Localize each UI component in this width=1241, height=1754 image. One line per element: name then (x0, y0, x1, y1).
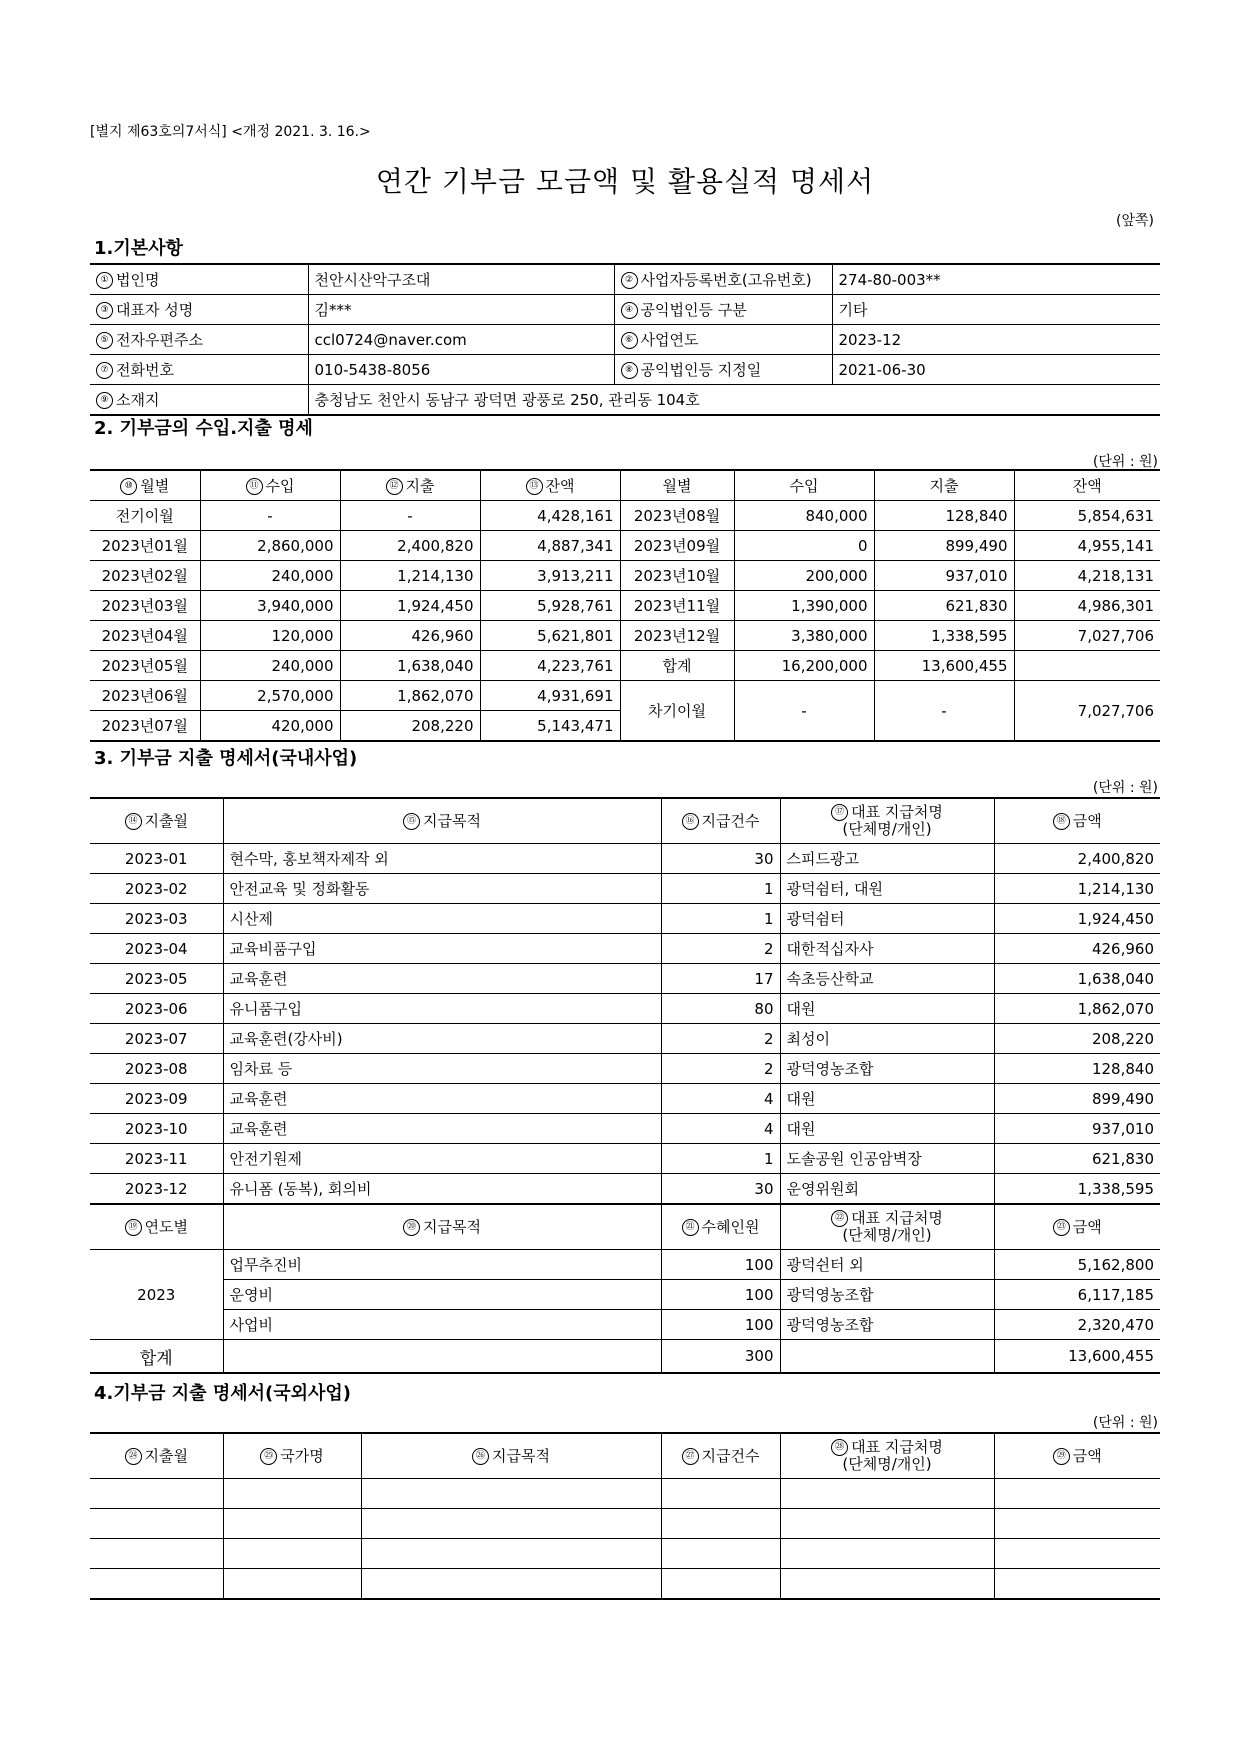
payee-cell: 광덕영농조합 (780, 1054, 994, 1084)
section-title-overseas: 4.기부금 지출 명세서(국외사업) (94, 1383, 352, 1404)
circle-number: ㉖ (472, 1448, 489, 1465)
header-amount-2: 금액 (1072, 1217, 1102, 1236)
table-row (90, 1310, 1160, 1340)
circle-number: ③ (96, 302, 113, 319)
expense-month-cell: 2023-11 (90, 1144, 223, 1174)
payee-cell: 대한적십자사 (780, 934, 994, 964)
table-row (90, 591, 1160, 621)
month-cell: 2023년03월 (90, 591, 200, 621)
circle-number: ⑦ (96, 362, 113, 379)
month-cell: 2023년01월 (90, 531, 200, 561)
header-payee-2: 대표 지급처명 (851, 1209, 943, 1227)
beneficiaries-cell: 100 (661, 1310, 780, 1340)
table-row (90, 531, 1160, 561)
section-title-basic: 1.기본사항 (94, 238, 183, 259)
count-cell: 2 (661, 934, 780, 964)
payee-cell: 광덕영농조합 (780, 1280, 994, 1310)
circle-number: ④ (621, 302, 638, 319)
beneficiaries-cell: 100 (661, 1280, 780, 1310)
basic-info-row (90, 295, 1160, 325)
field-value: 김*** (308, 295, 614, 325)
purpose-cell: 시산제 (223, 904, 661, 934)
table-row (90, 1144, 1160, 1174)
count-cell: 30 (661, 844, 780, 874)
circle-number: ⑳ (403, 1219, 420, 1236)
field-label: 전화번호 (116, 361, 174, 379)
amount-cell: 5,162,800 (994, 1250, 1160, 1280)
field-value: 2021-06-30 (832, 355, 1160, 385)
table-row (90, 1280, 1160, 1310)
form-number: [별지 제63호의7서식] <개정 2021. 3. 16.> (90, 124, 371, 140)
table-row (90, 1250, 1160, 1280)
circle-number: ㉔ (125, 1448, 142, 1465)
amount-cell: 899,490 (994, 1084, 1160, 1114)
purpose-cell: 사업비 (223, 1310, 661, 1340)
expense-month-cell: 2023-01 (90, 844, 223, 874)
header-amount: 금액 (1072, 1446, 1102, 1465)
month-cell: 2023년05월 (90, 651, 200, 681)
carry-over-expense: - (874, 681, 1014, 742)
circle-number: ㉘ (831, 1439, 848, 1456)
header-amount: 금액 (1072, 811, 1102, 830)
payee-cell: 대원 (780, 1084, 994, 1114)
income-cell: 2,570,000 (200, 681, 340, 711)
overseas-expense-section (90, 1380, 1160, 1600)
amount-cell: 2,320,470 (994, 1310, 1160, 1340)
expense-cell: 1,338,595 (874, 621, 1014, 651)
circle-number: ⑥ (621, 332, 638, 349)
balance-cell: 4,986,301 (1014, 591, 1160, 621)
header-payee-sub-2: (단체명/개인) (842, 1226, 932, 1244)
table-row (90, 621, 1160, 651)
field-label: 공익법인등 지정일 (640, 361, 762, 379)
circle-number: ⑱ (1053, 813, 1070, 830)
circle-number: ⑬ (526, 478, 543, 495)
header-payee-sub: (단체명/개인) (842, 1455, 932, 1473)
purpose-cell: 교육비품구입 (223, 934, 661, 964)
payee-cell: 속초등산학교 (780, 964, 994, 994)
header-income-2: 수입 (734, 470, 874, 501)
count-cell: 1 (661, 1144, 780, 1174)
amount-cell: 937,010 (994, 1114, 1160, 1144)
payee-cell: 광덕쉼터 (780, 904, 994, 934)
total-label: 합계 (90, 1340, 223, 1374)
amount-cell: 1,638,040 (994, 964, 1160, 994)
circle-number: ㉑ (682, 1219, 699, 1236)
income-cell: 200,000 (734, 561, 874, 591)
month-cell: 2023년04월 (90, 621, 200, 651)
income-cell: 16,200,000 (734, 651, 874, 681)
payee-cell: 광덕쉰터 외 (780, 1250, 994, 1280)
field-value: 천안시산악구조대 (308, 264, 614, 295)
expense-cell: 128,840 (874, 501, 1014, 531)
header-country: 국가명 (280, 1446, 324, 1465)
purpose-cell: 임차료 등 (223, 1054, 661, 1084)
circle-number: ⑩ (120, 478, 137, 495)
count-cell: 80 (661, 994, 780, 1024)
amount-cell: 6,117,185 (994, 1280, 1160, 1310)
count-cell: 2 (661, 1024, 780, 1054)
table-row (90, 964, 1160, 994)
table-row (90, 994, 1160, 1024)
amount-cell: 128,840 (994, 1054, 1160, 1084)
purpose-cell: 유니품구입 (223, 994, 661, 1024)
unit-label: (단위 : 원) (1092, 1415, 1158, 1431)
header-balance-2: 잔액 (1014, 470, 1160, 501)
field-value: 010-5438-8056 (308, 355, 614, 385)
month-cell: 전기이월 (90, 501, 200, 531)
purpose-cell: 교육훈련 (223, 1084, 661, 1114)
circle-number: ⑭ (125, 813, 142, 830)
header-income: 수입 (265, 477, 295, 495)
page-title: 연간 기부금 모금액 및 활용실적 명세서 (375, 165, 875, 198)
table-row (90, 651, 1160, 681)
purpose-cell: 안전교육 및 정화활동 (223, 874, 661, 904)
header-expense-month: 지출월 (144, 811, 188, 830)
table-row (90, 1024, 1160, 1054)
month-cell: 2023년06월 (90, 681, 200, 711)
month-cell: 2023년12월 (620, 621, 734, 651)
section-title-income: 2. 기부금의 수입.지출 명세 (94, 418, 313, 439)
header-year: 연도별 (144, 1217, 188, 1236)
empty-row (90, 1509, 1160, 1539)
table-row (90, 1174, 1160, 1205)
month-cell: 2023년11월 (620, 591, 734, 621)
header-purpose: 지급목적 (423, 811, 481, 830)
income-cell: 3,940,000 (200, 591, 340, 621)
basic-info-row (90, 325, 1160, 355)
expense-month-cell: 2023-04 (90, 934, 223, 964)
expense-month-cell: 2023-09 (90, 1084, 223, 1114)
expense-month-cell: 2023-03 (90, 904, 223, 934)
income-expense-table (90, 469, 1160, 742)
balance-cell: 7,027,706 (1014, 621, 1160, 651)
header-beneficiaries: 수혜인원 (701, 1217, 760, 1236)
count-cell: 4 (661, 1084, 780, 1114)
unit-label: (단위 : 원) (1092, 454, 1158, 470)
payee-cell: 운영위원회 (780, 1174, 994, 1205)
balance-cell: 4,218,131 (1014, 561, 1160, 591)
month-cell: 2023년08월 (620, 501, 734, 531)
table-row (90, 904, 1160, 934)
month-cell: 2023년09월 (620, 531, 734, 561)
front-side-label: (앞쪽) (1116, 213, 1154, 229)
field-label: 소재지 (116, 391, 160, 409)
count-cell: 2 (661, 1054, 780, 1084)
carry-over-income: - (734, 681, 874, 742)
field-label: 전자우편주소 (116, 331, 203, 349)
income-cell: 120,000 (200, 621, 340, 651)
amount-cell: 2,400,820 (994, 844, 1160, 874)
balance-cell: 3,913,211 (480, 561, 620, 591)
purpose-cell: 현수막, 홍보책자제작 외 (223, 844, 661, 874)
purpose-cell: 유니폼 (동복), 회의비 (223, 1174, 661, 1205)
header-expense-month: 지출월 (144, 1446, 188, 1465)
domestic-expense-table (90, 797, 1160, 1374)
expense-cell: 1,638,040 (340, 651, 480, 681)
empty-row (90, 1539, 1160, 1569)
table-row (90, 874, 1160, 904)
payee-cell: 광덕영농조합 (780, 1310, 994, 1340)
expense-cell: 937,010 (874, 561, 1014, 591)
header-month: 월별 (140, 477, 170, 495)
income-cell: 240,000 (200, 561, 340, 591)
basic-info-table (90, 263, 1160, 416)
payee-cell: 도솔공원 인공암벽장 (780, 1144, 994, 1174)
income-cell: - (200, 501, 340, 531)
balance-cell: 4,955,141 (1014, 531, 1160, 561)
expense-cell: 13,600,455 (874, 651, 1014, 681)
header-month-2: 월별 (620, 470, 734, 501)
basic-info-row (90, 355, 1160, 385)
header-payee-sub: (단체명/개인) (842, 820, 932, 838)
section-title-domestic: 3. 기부금 지출 명세서(국내사업) (94, 748, 358, 769)
field-value: ccl0724@naver.com (308, 325, 614, 355)
table-row (90, 1084, 1160, 1114)
empty-row (90, 1569, 1160, 1600)
table-row (90, 561, 1160, 591)
field-label: 공익법인등 구분 (640, 301, 747, 319)
basic-info-section (90, 235, 1160, 416)
income-cell: 2,860,000 (200, 531, 340, 561)
circle-number: ㉗ (682, 1448, 699, 1465)
purpose-cell: 교육훈련(강사비) (223, 1024, 661, 1054)
month-cell: 2023년07월 (90, 711, 200, 742)
expense-cell: 621,830 (874, 591, 1014, 621)
basic-info-row (90, 264, 1160, 295)
expense-cell: 899,490 (874, 531, 1014, 561)
expense-cell: 1,862,070 (340, 681, 480, 711)
balance-cell: 4,887,341 (480, 531, 620, 561)
year-cell: 2023 (90, 1250, 223, 1340)
month-cell: 합계 (620, 651, 734, 681)
circle-number: ⑮ (403, 813, 420, 830)
income-cell: 420,000 (200, 711, 340, 742)
amount-cell: 426,960 (994, 934, 1160, 964)
balance-cell: 4,428,161 (480, 501, 620, 531)
header-purpose: 지급목적 (492, 1446, 550, 1465)
circle-number: ① (96, 272, 113, 289)
field-value: 기타 (832, 295, 1160, 325)
balance-cell: 4,223,761 (480, 651, 620, 681)
income-expense-section (90, 415, 1160, 742)
payee-cell: 광덕쉼터, 대원 (780, 874, 994, 904)
expense-cell: 1,214,130 (340, 561, 480, 591)
month-cell: 2023년02월 (90, 561, 200, 591)
basic-info-row (90, 385, 1160, 416)
header-expense-2: 지출 (874, 470, 1014, 501)
header-balance: 잔액 (545, 477, 575, 495)
balance-cell: 4,931,691 (480, 681, 620, 711)
circle-number: ㉒ (831, 1210, 848, 1227)
income-cell: 240,000 (200, 651, 340, 681)
income-cell: 3,380,000 (734, 621, 874, 651)
field-value: 2023-12 (832, 325, 1160, 355)
expense-cell: 2,400,820 (340, 531, 480, 561)
table-row (90, 934, 1160, 964)
address-value: 충청남도 천안시 동남구 광덕면 광풍로 250, 관리동 104호 (308, 385, 1160, 416)
field-label: 대표자 성명 (116, 301, 194, 319)
header-payee: 대표 지급처명 (851, 803, 943, 821)
circle-number: ② (621, 272, 638, 289)
header-expense: 지출 (405, 477, 435, 495)
circle-number: ㉓ (1053, 1219, 1070, 1236)
carry-over-label: 차기이월 (620, 681, 734, 742)
expense-month-cell: 2023-02 (90, 874, 223, 904)
circle-number: ⑤ (96, 332, 113, 349)
count-cell: 1 (661, 874, 780, 904)
unit-label: (단위 : 원) (1092, 780, 1158, 796)
table-row (90, 1114, 1160, 1144)
payee-cell: 스피드광고 (780, 844, 994, 874)
income-cell: 840,000 (734, 501, 874, 531)
field-label: 사업자등록번호(고유번호) (640, 271, 812, 289)
circle-number: ⑲ (125, 1219, 142, 1236)
income-cell: 1,390,000 (734, 591, 874, 621)
circle-number: ㉙ (1053, 1448, 1070, 1465)
expense-month-cell: 2023-10 (90, 1114, 223, 1144)
header-count: 지급건수 (701, 1446, 760, 1465)
balance-cell: 5,854,631 (1014, 501, 1160, 531)
circle-number: ⑫ (386, 478, 403, 495)
overseas-expense-table (90, 1432, 1160, 1600)
purpose-cell: 안전기원제 (223, 1144, 661, 1174)
table-row (90, 844, 1160, 874)
total-people: 300 (661, 1340, 780, 1374)
amount-cell: 621,830 (994, 1144, 1160, 1174)
table-row (90, 501, 1160, 531)
circle-number: ⑧ (621, 362, 638, 379)
count-cell: 1 (661, 904, 780, 934)
payee-cell: 최성이 (780, 1024, 994, 1054)
expense-cell: 1,924,450 (340, 591, 480, 621)
expense-cell: 208,220 (340, 711, 480, 742)
circle-number: ⑰ (831, 804, 848, 821)
amount-cell: 1,214,130 (994, 874, 1160, 904)
count-cell: 17 (661, 964, 780, 994)
table-row (90, 681, 1160, 711)
expense-month-cell: 2023-12 (90, 1174, 223, 1205)
carry-over-balance: 7,027,706 (1014, 681, 1160, 742)
purpose-cell: 교육훈련 (223, 1114, 661, 1144)
domestic-expense-section (90, 745, 1160, 1374)
amount-cell: 1,338,595 (994, 1174, 1160, 1205)
field-label: 사업연도 (640, 331, 699, 349)
field-label: 법인명 (116, 271, 160, 289)
expense-month-cell: 2023-06 (90, 994, 223, 1024)
field-value: 274-80-003** (832, 264, 1160, 295)
circle-number: ⑨ (96, 392, 113, 409)
balance-cell: 5,621,801 (480, 621, 620, 651)
expense-cell: 426,960 (340, 621, 480, 651)
purpose-cell: 운영비 (223, 1280, 661, 1310)
empty-row (90, 1479, 1160, 1509)
amount-cell: 1,862,070 (994, 994, 1160, 1024)
payee-cell: 대원 (780, 994, 994, 1024)
total-amount: 13,600,455 (994, 1340, 1160, 1374)
total-row (90, 1340, 1160, 1374)
expense-month-cell: 2023-07 (90, 1024, 223, 1054)
expense-month-cell: 2023-08 (90, 1054, 223, 1084)
circle-number: ⑯ (682, 813, 699, 830)
income-cell: 0 (734, 531, 874, 561)
amount-cell: 1,924,450 (994, 904, 1160, 934)
balance-cell (1014, 651, 1160, 681)
balance-cell: 5,928,761 (480, 591, 620, 621)
payee-cell: 대원 (780, 1114, 994, 1144)
purpose-cell: 교육훈련 (223, 964, 661, 994)
header-purpose-2: 지급목적 (423, 1217, 481, 1236)
beneficiaries-cell: 100 (661, 1250, 780, 1280)
circle-number: ⑪ (246, 478, 263, 495)
count-cell: 30 (661, 1174, 780, 1205)
expense-month-cell: 2023-05 (90, 964, 223, 994)
expense-cell: - (340, 501, 480, 531)
balance-cell: 5,143,471 (480, 711, 620, 742)
amount-cell: 208,220 (994, 1024, 1160, 1054)
circle-number: ㉕ (260, 1448, 277, 1465)
header-payee: 대표 지급처명 (851, 1438, 943, 1456)
month-cell: 2023년10월 (620, 561, 734, 591)
count-cell: 4 (661, 1114, 780, 1144)
purpose-cell: 업무추진비 (223, 1250, 661, 1280)
header-count: 지급건수 (701, 811, 760, 830)
table-row (90, 1054, 1160, 1084)
